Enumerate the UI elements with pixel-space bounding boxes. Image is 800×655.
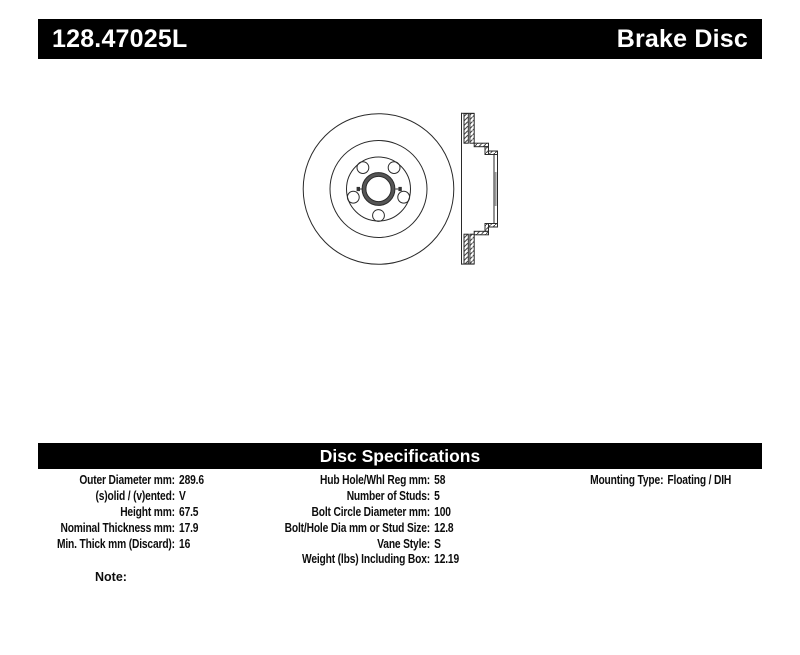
spec-section-header (38, 443, 762, 469)
spec-row-bolt-hole-dia (280, 521, 459, 537)
spec-label: Number of Studs: (346, 488, 431, 503)
spec-row-bolt-circle-diameter (280, 505, 459, 521)
header-bar (38, 19, 762, 59)
spec-row-hub-hole (280, 473, 459, 489)
spec-column-middle (280, 473, 459, 568)
spec-label: Bolt Circle Diameter mm: (311, 504, 431, 519)
spec-value: 67.5 (179, 504, 199, 519)
spec-row-outer-diameter (38, 473, 204, 489)
spec-row-nominal-thickness (38, 521, 204, 537)
spec-value: 100 (434, 504, 451, 519)
spec-value: 16 (179, 536, 191, 551)
spec-section-title: Disc Specifications (319, 445, 481, 466)
spec-value: V (179, 488, 186, 503)
spec-label: Bolt/Hole Dia mm or Stud Size: (284, 520, 431, 535)
spec-label: Height mm: (120, 504, 175, 519)
spec-value: Floating / DIH (667, 473, 732, 487)
spec-value: 289.6 (179, 473, 204, 487)
spec-column-right (560, 473, 731, 489)
spec-row-number-of-studs (280, 489, 459, 505)
spec-label: Outer Diameter mm: (79, 473, 175, 487)
spec-row-vane-style (280, 537, 459, 553)
spec-value: 5 (434, 488, 440, 503)
spec-value: 58 (434, 473, 446, 487)
disc-side-view (462, 113, 498, 265)
spec-value: 17.9 (179, 520, 199, 535)
disc-front-view (303, 114, 454, 265)
spec-label: Weight (lbs) Including Box: (301, 552, 431, 567)
spec-row-mounting-type (560, 473, 731, 489)
spec-label: (s)olid / (v)ented: (95, 488, 175, 503)
spec-label: Nominal Thickness mm: (60, 520, 175, 535)
spec-label: Vane Style: (377, 536, 431, 551)
technical-drawing (280, 95, 520, 295)
spec-column-left (38, 473, 204, 552)
spec-row-min-thickness (38, 537, 204, 553)
spec-row-solid-vented (38, 489, 204, 505)
spec-value: 12.19 (434, 552, 459, 567)
spec-value: 12.8 (434, 520, 454, 535)
spec-label: Mounting Type: (590, 473, 664, 487)
note-label: Note: (95, 570, 127, 584)
spec-row-height (38, 505, 204, 521)
spec-value: S (434, 536, 441, 551)
spec-label: Hub Hole/Whl Reg mm: (320, 473, 431, 487)
product-title: Brake Disc (616, 24, 748, 53)
part-number: 128.47025L (52, 24, 188, 53)
spec-row-weight (280, 552, 459, 568)
spec-label: Min. Thick mm (Discard): (56, 536, 175, 551)
